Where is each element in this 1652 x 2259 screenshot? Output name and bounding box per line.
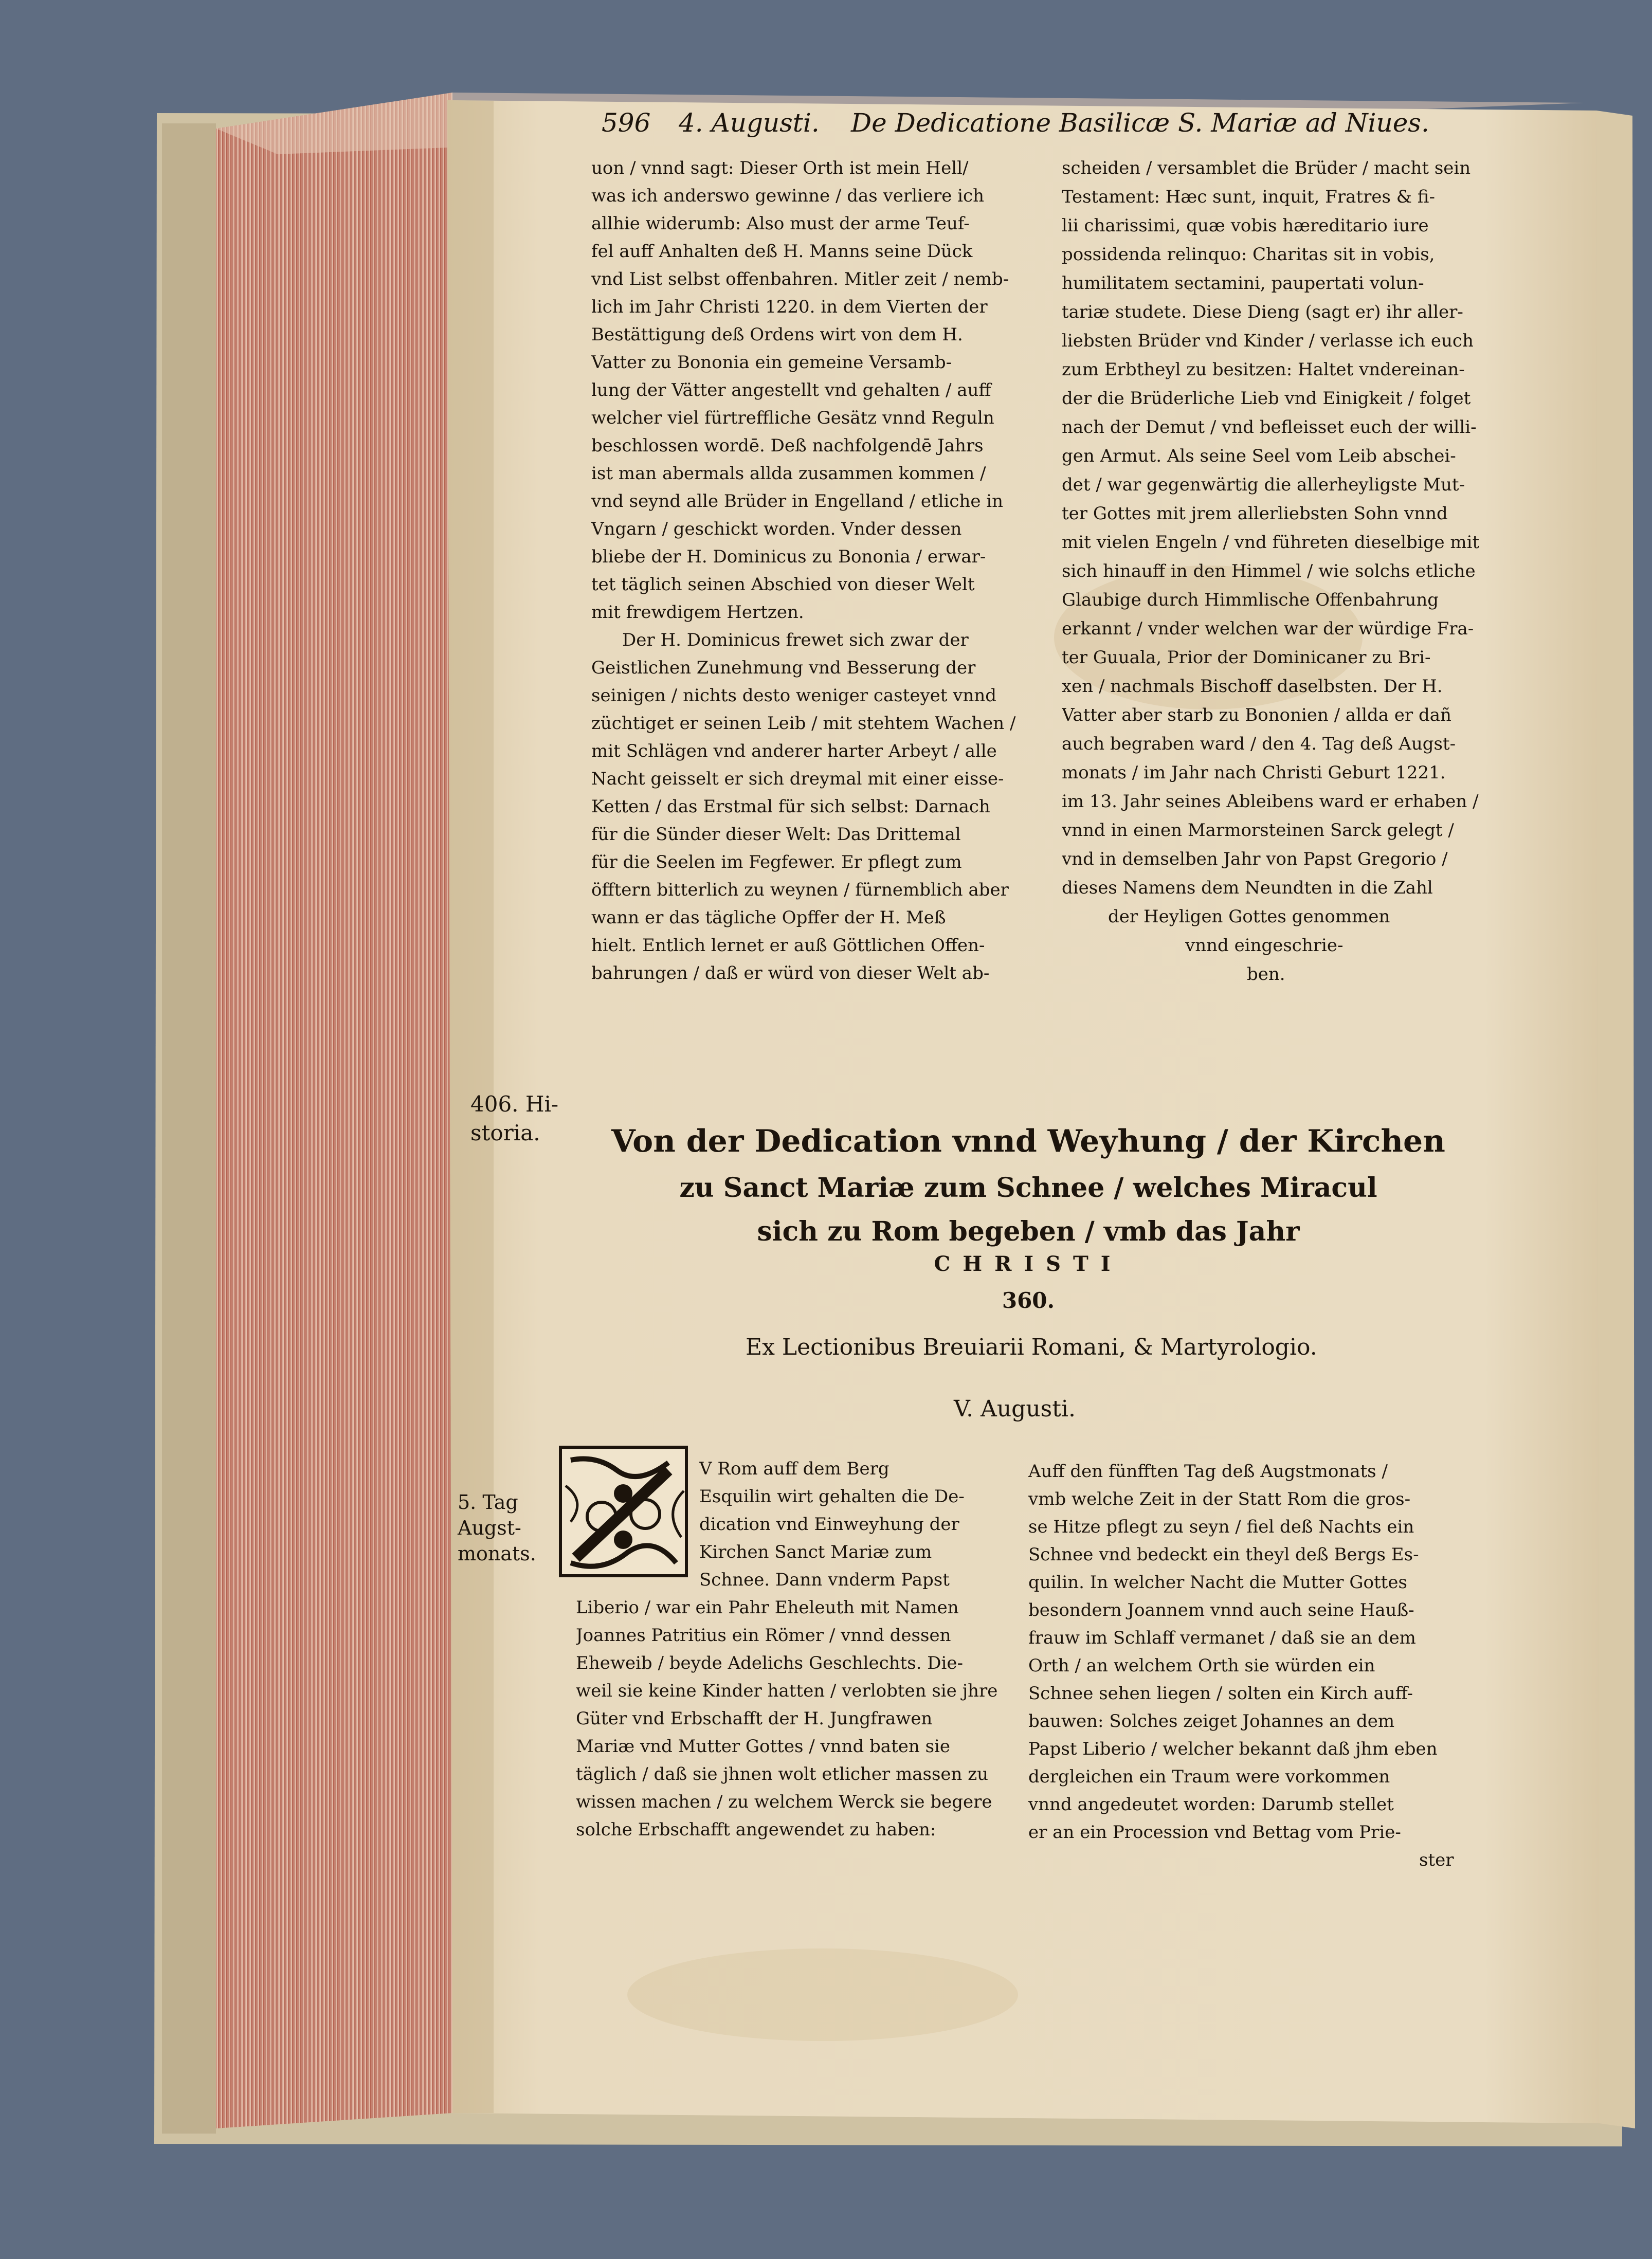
body-line: bauwen: Solches zeiget Johannes an dem	[1028, 1711, 1395, 1732]
body-line: Nacht geisselt er sich dreymal mit einer eisse-	[591, 769, 1004, 789]
title-line: sich zu Rom begeben / vmb das Jahr	[757, 1216, 1300, 1247]
title-line: zu Sanct Mariæ zum Schnee / welches Miracul	[679, 1172, 1377, 1204]
body-line: Güter vnd Erbschafft der H. Jungfrawen	[576, 1708, 933, 1729]
body-line: uon / vnnd sagt: Dieser Orth ist mein Hell/	[591, 158, 969, 178]
body-line: ster	[1419, 1850, 1454, 1870]
date-note-line: 5. Tag	[458, 1491, 518, 1514]
body-line: xen / nachmals Bischoff daselbsten. Der H.	[1062, 676, 1443, 697]
body-line: besondern Joannem vnnd auch seine Hauß-	[1028, 1600, 1414, 1620]
body-line: possidenda relinquo: Charitas sit in vobis,	[1062, 244, 1435, 265]
body-line: Joannes Patritius ein Römer / vnnd dessen	[576, 1625, 951, 1646]
body-line: liebsten Brüder vnd Kinder / verlasse ich euch	[1062, 331, 1474, 351]
date-line: V. Augusti.	[954, 1396, 1076, 1422]
body-line: Testament: Hæc sunt, inquit, Fratres & fi-	[1062, 187, 1435, 207]
body-line: tet täglich seinen Abschied von dieser Welt	[591, 574, 975, 595]
body-line: quilin. In welcher Nacht die Mutter Gottes	[1028, 1572, 1407, 1593]
body-line: Eheweib / beyde Adelichs Geschlechts. Die-	[576, 1653, 964, 1673]
body-line: was ich anderswo gewinne / das verliere ich	[591, 186, 984, 206]
running-title: De Dedicatione Basilicæ S. Mariæ ad Niues.	[851, 108, 1429, 138]
page-number: 596	[602, 108, 651, 138]
body-line: ter Gottes mit jrem allerliebsten Sohn vnnd	[1062, 503, 1448, 524]
body-line: Schnee vnd bedeckt ein theyl deß Bergs Es-	[1028, 1544, 1419, 1565]
body-line: vnd List selbst offenbahren. Mitler zeit / nemb-	[591, 269, 1009, 289]
body-line: bliebe der H. Dominicus zu Bononia / erwar-	[591, 546, 986, 567]
body-line: im 13. Jahr seines Ableibens ward er erhaben /	[1062, 791, 1479, 812]
body-line: dergleichen ein Traum were vorkommen	[1028, 1766, 1390, 1787]
body-line: gen Armut. Als seine Seel vom Leib abschei-	[1062, 446, 1456, 466]
body-line: erkannt / vnder welchen war der würdige Fra-	[1062, 618, 1474, 639]
title-line: Von der Dedication vnnd Weyhung / der Kirchen	[611, 1123, 1445, 1159]
historia-line: 406. Hi-	[470, 1091, 559, 1117]
body-line: Mariæ vnd Mutter Gottes / vnnd baten sie	[576, 1736, 951, 1757]
body-line: tariæ studete. Diese Dieng (sagt er) ihr aller-	[1062, 302, 1463, 322]
body-line: vnnd eingeschrie-	[1185, 935, 1344, 956]
body-line: lii charissimi, quæ vobis hæreditario iure	[1062, 215, 1429, 236]
body-line: mit Schlägen vnd anderer harter Arbeyt / alle	[591, 741, 997, 761]
body-line: Vngarn / geschickt worden. Vnder dessen	[591, 519, 962, 539]
body-line: Schnee. Dann vnderm Papst	[699, 1570, 950, 1590]
body-line: ter Guuala, Prior der Dominicaner zu Bri-	[1062, 647, 1431, 668]
body-line: weil sie keine Kinder hatten / verlobten sie jhre	[576, 1681, 998, 1701]
body-line: se Hitze pflegt zu seyn / fiel deß Nachts ein	[1028, 1517, 1414, 1537]
body-line: solche Erbschafft angewendet zu haben:	[576, 1819, 936, 1840]
source-line: Ex Lectionibus Breuiarii Romani, & Martyrologio.	[746, 1334, 1317, 1360]
body-line: er an ein Procession vnd Bettag vom Prie-	[1028, 1822, 1401, 1843]
body-line: monats / im Jahr nach Christi Geburt 1221.	[1062, 762, 1446, 783]
decorated-initial-letter	[560, 1447, 686, 1576]
body-line: vmb welche Zeit in der Statt Rom die gros-	[1028, 1489, 1411, 1509]
title-line: CHRISTI	[934, 1252, 1123, 1276]
body-line: der die Brüderliche Lieb vnd Einigkeit / folget	[1062, 388, 1471, 409]
body-line: fel auff Anhalten deß H. Manns seine Dück	[591, 241, 973, 262]
body-line: vnnd angedeutet worden: Darumb stellet	[1028, 1794, 1394, 1815]
body-line: der Heyligen Gottes genommen	[1108, 906, 1390, 927]
body-line: öfftern bitterlich zu weynen / fürnemblich aber	[591, 880, 1009, 900]
date-note-line: monats.	[458, 1542, 536, 1565]
body-line: für die Seelen im Fegfewer. Er pflegt zum	[591, 852, 962, 872]
body-line: für die Sünder dieser Welt: Das Drittemal	[591, 824, 961, 845]
body-line: Auff den fünfften Tag deß Augstmonats /	[1028, 1461, 1388, 1482]
body-line: lich im Jahr Christi 1220. in dem Vierten der	[591, 297, 988, 317]
body-line: Esquilin wirt gehalten die De-	[699, 1486, 965, 1507]
body-line: vnnd in einen Marmorsteinen Sarck gelegt /	[1062, 820, 1454, 841]
body-line: Vatter zu Bononia ein gemeine Versamb-	[591, 352, 952, 373]
page-date: 4. Augusti.	[679, 108, 820, 138]
body-line: Glaubige durch Himmlische Offenbahrung	[1062, 590, 1439, 610]
body-line: V Rom auff dem Berg	[699, 1459, 889, 1479]
body-line: Ketten / das Erstmal für sich selbst: Darnach	[591, 796, 990, 817]
body-line: bahrungen / daß er würd von dieser Welt ab-	[591, 963, 990, 983]
body-line: auch begraben ward / den 4. Tag deß Augst-	[1062, 734, 1456, 754]
body-line: Geistlichen Zunehmung vnd Besserung der	[591, 658, 976, 678]
body-line: dieses Namens dem Neundten in die Zahl	[1062, 878, 1433, 898]
body-line: sich hinauff in den Himmel / wie solchs etliche	[1062, 561, 1476, 581]
body-line: dication vnd Einweyhung der	[699, 1514, 959, 1535]
body-line: züchtiget er seinen Leib / mit stehtem Wachen /	[591, 713, 1016, 734]
body-line: Der H. Dominicus frewet sich zwar der	[622, 630, 969, 650]
historia-line: storia.	[470, 1120, 540, 1145]
body-line: wann er das tägliche Opffer der H. Meß	[591, 907, 946, 928]
body-line: allhie widerumb: Also must der arme Teuf-	[591, 213, 970, 234]
body-line: det / war gegenwärtig die allerheyligste Mut-	[1062, 475, 1465, 495]
date-note-line: Augst-	[458, 1517, 521, 1539]
paper-stain	[627, 1948, 1018, 2041]
body-line: vnd seynd alle Brüder in Engelland / etliche in	[591, 491, 1004, 512]
body-line: ben.	[1247, 964, 1285, 985]
body-line: Schnee sehen liegen / solten ein Kirch auff-	[1028, 1683, 1413, 1704]
body-line: lung der Vätter angestellt vnd gehalten / auff	[591, 380, 991, 400]
body-line: wissen machen / zu welchem Werck sie begere	[576, 1792, 992, 1812]
body-line: Vatter aber starb zu Bononien / allda er dañ	[1062, 705, 1451, 725]
body-line: beschlossen wordē. Deß nachfolgendē Jahrs	[591, 435, 984, 456]
cover-shadow	[162, 123, 216, 2134]
body-line: humilitatem sectamini, paupertati volun-	[1062, 273, 1424, 294]
body-line: täglich / daß sie jhnen wolt etlicher massen zu	[576, 1764, 989, 1784]
body-line: mit vielen Engeln / vnd führeten dieselbige mit	[1062, 532, 1480, 553]
body-line: seinigen / nichts desto weniger casteyet vnnd	[591, 685, 997, 706]
body-line: welcher viel fürtreffliche Gesätz vnnd Reguln	[591, 408, 994, 428]
next-page-edge	[1596, 111, 1635, 2128]
body-line: scheiden / versamblet die Brüder / macht sein	[1062, 158, 1471, 178]
body-line: Papst Liberio / welcher bekannt daß jhm eben	[1028, 1739, 1438, 1759]
body-line: Liberio / war ein Pahr Eheleuth mit Namen	[576, 1597, 959, 1618]
body-line: zum Erbtheyl zu besitzen: Haltet vndereinan-	[1062, 359, 1465, 380]
body-line: frauw im Schlaff vermanet / daß sie an dem	[1028, 1628, 1416, 1648]
page-edges	[216, 93, 452, 2128]
body-line: hielt. Entlich lernet er auß Göttlichen Offen-	[591, 935, 985, 956]
body-line: mit frewdigem Hertzen.	[591, 602, 804, 623]
body-line: Orth / an welchem Orth sie würden ein	[1028, 1655, 1375, 1676]
body-line: vnd in demselben Jahr von Papst Gregorio /	[1062, 849, 1448, 869]
body-line: ist man abermals allda zusammen kommen /	[591, 463, 986, 484]
body-line: Kirchen Sanct Mariæ zum	[699, 1542, 932, 1562]
title-line: 360.	[1002, 1288, 1055, 1313]
body-line: nach der Demut / vnd befleisset euch der willi-	[1062, 417, 1477, 438]
body-line: Bestättigung deß Ordens wirt von dem H.	[591, 324, 963, 345]
